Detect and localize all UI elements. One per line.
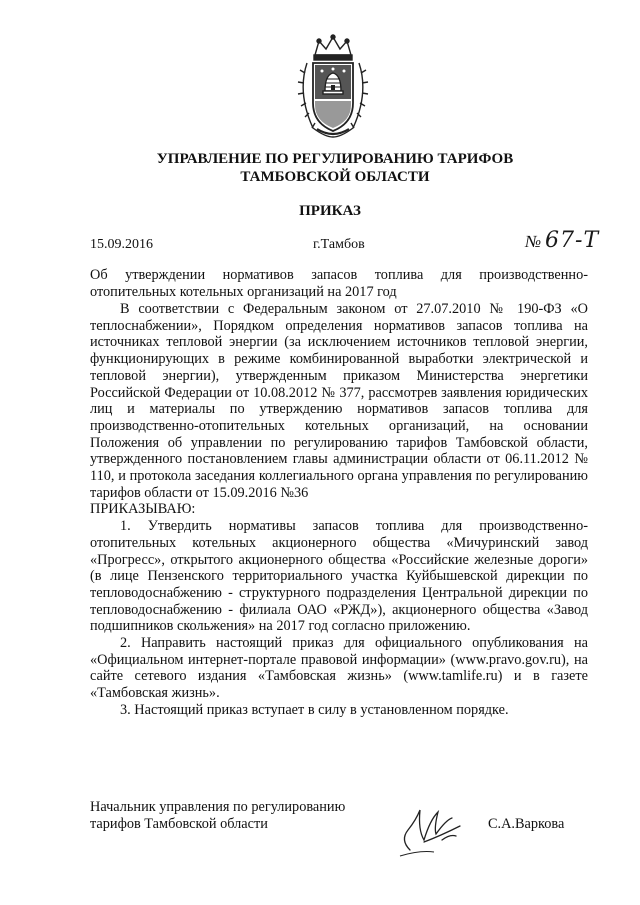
coat-of-arms-icon [293,33,373,143]
document-subject: Об утверждении нормативов запасов топлива для производственно-отопительных котельных организаций на 2017 год [90,267,588,300]
order-item-1: 1. Утвердить нормативы запасов топлива для производственно-отопительных котельных акционерного общества «Мичуринский завод «Прогресс», открытого акционерного общества «Российские железные дороги» (в лице Пензенского территориального участка Куйбышевской дирекции по тепловодоснабжению - структурного подразделения Центральной дирекции по тепловодоснабжению - филиала ОАО «РЖД»), акционерного общества «Завод подшипников скольжения» на 2017 год согласно приложению. [90,518,588,635]
handwritten-signature-icon [390,790,500,860]
number-handwritten: 67-Т [545,228,600,253]
agency-name-line1: УПРАВЛЕНИЕ ПО РЕГУЛИРОВАНИЮ ТАРИФОВ [156,151,514,167]
document-date: 15.09.2016 [90,237,153,252]
preamble-paragraph: В соответствии с Федеральным законом от 27.07.2010 № 190-ФЗ «О теплоснабжении», Порядком определения нормативов запасов топлива на источниках тепловой энергии (за исключением источников тепловой энергии, функционирующих в режиме комбинированной выработки электрической и тепловой энергии), утвержденным приказом Министерства энергетики Российской Федерации от 10.08.2012 № 377, рассмотрев заявления юридических лиц и материалы по утверждению нормативов запасов топлива для производственно-отопительных котельных организаций, на основании Положения об управлении по регулированию тарифов Тамбовской области, утвержденного постановлением главы администрации области от 06.11.2012 № 110, и протокола заседания коллегиального органа управления по регулированию тарифов области от 15.09.2016 №36 [90,301,588,501]
order-word: ПРИКАЗЫВАЮ: [90,501,196,518]
document-body [90,301,588,719]
signatory-title-line2: тарифов Тамбовской области [90,815,268,832]
number-label: № [525,232,542,251]
document-number [525,228,599,253]
agency-name [60,150,610,186]
signatory-title [90,799,345,832]
order-item-2: 2. Направить настоящий приказ для официального опубликования на «Официальном интернет-портале правовой информации» (www.pravo.gov.ru), на сайте сетевого издания «Тамбовская жизнь» (www.tamlife.ru) и в газете «Тамбовская жизнь». [90,635,588,702]
document-type: ПРИКАЗ [299,203,361,219]
agency-name-line2: ТАМБОВСКОЙ ОБЛАСТИ [240,169,430,185]
signatory-title-line1: Начальник управления по регулированию [90,799,346,815]
signatory-name: С.А.Варкова [488,816,565,832]
order-item-3: 3. Настоящий приказ вступает в силу в установленном порядке. [120,701,509,718]
document-city: г.Тамбов [313,237,365,252]
